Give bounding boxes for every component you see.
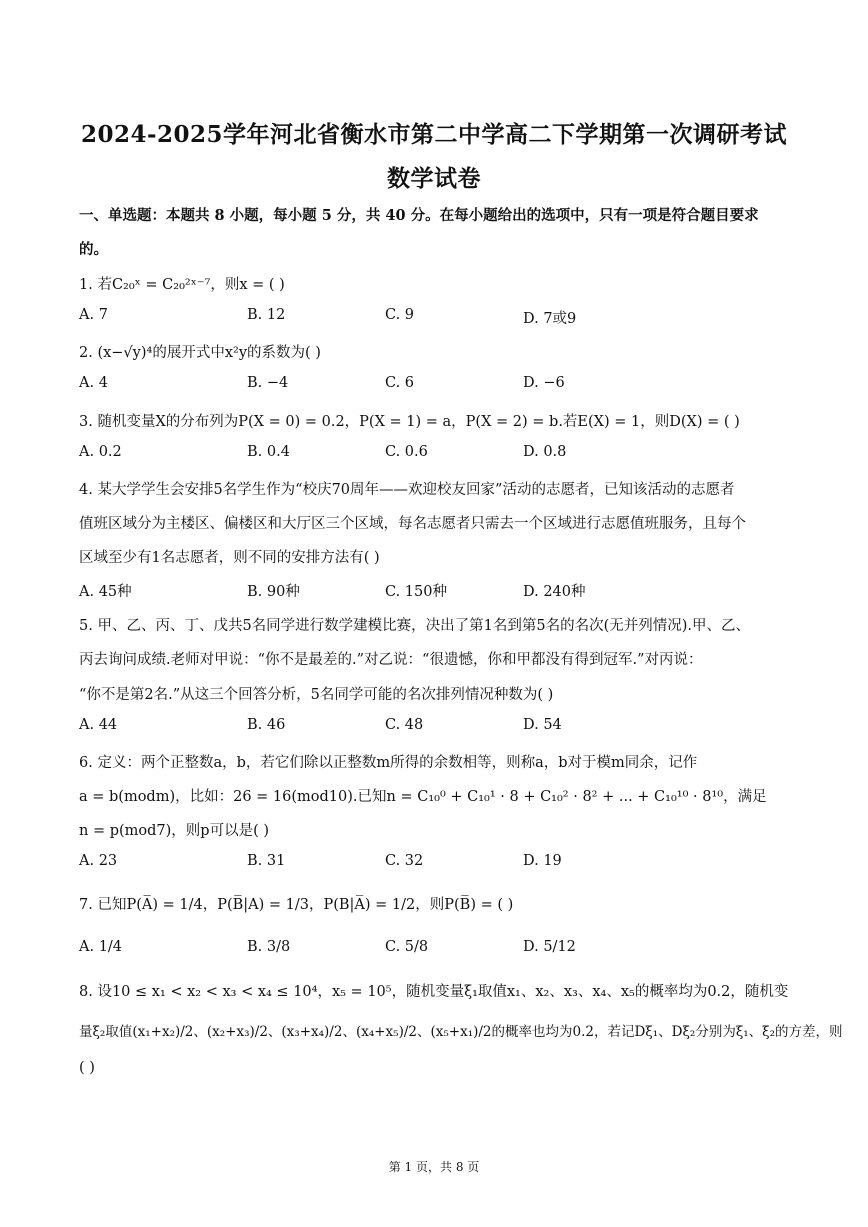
option-b: B. 3/8 — [247, 939, 291, 955]
option-c: C. 6 — [385, 375, 415, 391]
option-a: A. 4 — [79, 375, 108, 391]
option-b: B. 31 — [247, 853, 286, 869]
question-5: 5. 甲、乙、丙、丁、戊共5名同学进行数学建模比赛，决出了第1名到第5名的名次(无并列情况).甲、乙、 — [79, 618, 751, 634]
question-5-cont: 丙去询问成绩.老师对甲说：“你不是最差的.”对乙说：“很遗憾，你和甲都没有得到冠军.”对丙说： — [79, 652, 703, 668]
question-6: 6. 定义：两个正整数a，b，若它们除以正整数m所得的余数相等，则称a，b对于模m同余，记作 — [79, 755, 698, 771]
question-2-options — [79, 375, 779, 397]
option-a: A. 23 — [79, 853, 118, 869]
option-c: C. 150种 — [385, 584, 447, 600]
question-8-cont: ( ) — [79, 1060, 95, 1076]
option-d: D. 54 — [523, 717, 562, 733]
option-c: C. 0.6 — [385, 444, 428, 460]
option-c: C. 48 — [385, 717, 424, 733]
option-d: D. 240种 — [523, 584, 586, 600]
section-heading-cont: 的。 — [79, 241, 108, 258]
question-1-options — [79, 307, 779, 329]
question-3: 3. 随机变量X的分布列为P(X = 0) = 0.2，P(X = 1) = a，P(X = 2) = b.若E(X) = 1，则D(X) = ( ) — [79, 414, 740, 430]
option-b: B. −4 — [247, 375, 289, 391]
option-c: C. 9 — [385, 307, 415, 323]
option-b: B. 12 — [247, 307, 286, 323]
question-4-cont: 值班区域分为主楼区、偏楼区和大厅区三个区域，每名志愿者只需去一个区域进行志愿值班服务，且每个 — [79, 516, 746, 532]
option-a: A. 1/4 — [79, 939, 123, 955]
question-5-options — [79, 717, 779, 739]
exam-subtitle: 数学试卷 — [387, 165, 481, 192]
option-c: C. 32 — [385, 853, 424, 869]
option-a: A. 45种 — [79, 584, 132, 600]
option-a: A. 7 — [79, 307, 108, 323]
question-7-options — [79, 939, 779, 961]
question-1: 1. 若C₂₀ˣ = C₂₀²ˣ⁻⁷，则x = ( ) — [79, 277, 285, 293]
option-b: B. 46 — [247, 717, 286, 733]
option-d: D. −6 — [523, 375, 565, 391]
question-8: 8. 设10 ≤ x₁ < x₂ < x₃ < x₄ ≤ 10⁴，x₅ = 10⁵，随机变量ξ₁取值x₁、x₂、x₃、x₄、x₅的概率均为0.2，随机变 — [79, 984, 789, 1000]
question-6-cont: a = b(modm)，比如：26 = 16(mod10).已知n = C₁₀⁰ + C₁₀¹ · 8 + C₁₀² · 8² + ... + C₁₀¹⁰ · 8¹⁰，满足 — [79, 789, 767, 805]
question-8-cont: 量ξ₂取值(x₁+x₂)/2、(x₂+x₃)/2、(x₃+x₄)/2、(x₄+x₅)/2、(x₅+x₁)/2的概率也均为0.2，若记Dξ₁、Dξ₂分别为ξ₁、ξ₂的方差，则 — [79, 1024, 843, 1040]
question-3-options — [79, 444, 779, 466]
question-6-options — [79, 853, 779, 875]
question-4: 4. 某大学学生会安排5名学生作为“校庆70周年——欢迎校友回家”活动的志愿者，已知该活动的志愿者 — [79, 482, 735, 498]
option-a: A. 0.2 — [79, 444, 122, 460]
option-b: B. 90种 — [247, 584, 300, 600]
exam-title: 2024-2025学年河北省衡水市第二中学高二下学期第一次调研考试 — [80, 121, 788, 148]
question-5-cont: “你不是第2名.”从这三个回答分析，5名同学可能的名次排列情况种数为( ) — [79, 687, 554, 703]
section-heading: 一、单选题：本题共 8 小题，每小题 5 分，共 40 分。在每小题给出的选项中，只有一项是符合题目要求 — [79, 207, 759, 224]
option-c: C. 5/8 — [385, 939, 429, 955]
question-2: 2. (x−√y)⁴的展开式中x²y的系数为( ) — [79, 345, 321, 361]
question-6-cont: n = p(mod7)，则p可以是( ) — [79, 823, 269, 839]
option-a: A. 44 — [79, 717, 118, 733]
option-d: D. 5/12 — [523, 939, 576, 955]
option-d: D. 19 — [523, 853, 562, 869]
question-7: 7. 已知P(A̅) = 1/4，P(B̅|A) = 1/3，P(B|A̅) = 1/2，则P(B̅) = ( ) — [79, 897, 514, 913]
option-d: D. 7或9 — [523, 311, 577, 327]
question-4-options — [79, 580, 779, 602]
option-b: B. 0.4 — [247, 444, 290, 460]
question-4-cont: 区域至少有1名志愿者，则不同的安排方法有( ) — [79, 550, 380, 566]
option-d: D. 0.8 — [523, 444, 567, 460]
page-footer: 第 1 页，共 8 页 — [388, 1160, 480, 1174]
